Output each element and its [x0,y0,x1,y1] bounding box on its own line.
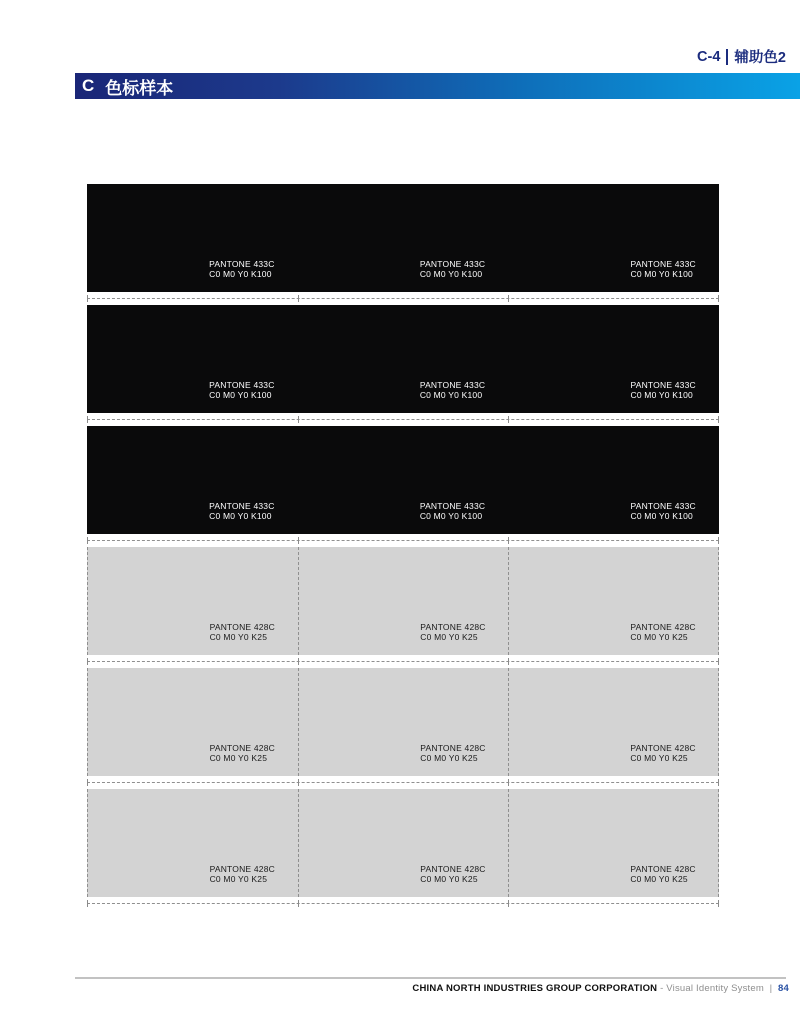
pantone-name: PANTONE 428C [630,622,696,632]
cut-tick [87,295,88,302]
swatch-pantone-428c [298,547,509,655]
cmyk-value: C0 M0 Y0 K25 [209,632,268,642]
cut-guide-line [87,534,719,547]
cut-tick [298,658,299,665]
dashed-line [87,782,719,783]
cmyk-value: C0 M0 Y0 K25 [209,874,268,884]
pantone-name: PANTONE 428C [630,864,696,874]
swatch-pantone-428c [87,668,298,776]
cut-tick [298,295,299,302]
dashed-line [87,419,719,420]
swatch-label [630,259,695,279]
swatch-label [630,743,695,763]
swatch-pantone-433c [87,305,298,413]
swatch-pantone-433c [298,184,509,292]
cut-tick [718,416,719,423]
cmyk-value: C0 M0 Y0 K25 [420,753,478,763]
cut-tick [718,295,719,302]
footer-rule [75,977,786,979]
cmyk-value: C0 M0 Y0 K25 [630,753,688,763]
swatch-row [87,305,719,413]
cmyk-value: C0 M0 Y0 K100 [419,390,483,400]
cut-tick [87,900,88,907]
cut-guide-line [87,413,719,426]
swatch-row [87,668,719,776]
cmyk-value: C0 M0 Y0 K25 [420,632,478,642]
swatch-row [87,547,719,655]
swatch-label [630,864,695,884]
swatch-pantone-433c [298,305,509,413]
cmyk-value: C0 M0 Y0 K100 [209,390,272,400]
color-swatch-grid [87,184,719,910]
cut-tick [718,658,719,665]
cut-tick [298,900,299,907]
cut-tick [508,900,509,907]
cut-tick [298,537,299,544]
cmyk-value: C0 M0 Y0 K100 [209,269,272,279]
pantone-name: PANTONE 428C [209,743,275,753]
cmyk-value: C0 M0 Y0 K100 [419,269,483,279]
cmyk-value: C0 M0 Y0 K25 [630,632,688,642]
section-code: C-4 [697,48,721,65]
swatch-label [209,380,274,400]
swatch-pantone-428c [298,789,509,897]
pantone-name: PANTONE 433C [209,259,275,269]
swatch-label [210,622,275,642]
dashed-line [87,298,719,299]
corner-separator-bar [726,49,728,65]
cmyk-value: C0 M0 Y0 K100 [630,269,693,279]
cmyk-value: C0 M0 Y0 K100 [209,511,272,521]
pantone-name: PANTONE 428C [420,864,486,874]
swatch-label [630,622,695,642]
swatch-pantone-433c [87,184,298,292]
swatch-label [420,259,485,279]
swatch-label [420,501,485,521]
section-subtitle: 辅助色2 [734,50,786,66]
page-number: 84 [778,983,789,994]
footer-separator: - [660,983,664,994]
section-letter: C [82,76,95,95]
swatch-label [209,259,274,279]
page-title: 色标样本 [105,78,174,98]
swatch-pantone-433c [508,305,719,413]
cmyk-value: C0 M0 Y0 K100 [630,511,693,521]
swatch-pantone-428c [87,547,298,655]
cut-tick [718,537,719,544]
swatch-pantone-428c [87,789,298,897]
swatch-pantone-433c [508,184,719,292]
dashed-line [87,540,719,541]
pantone-name: PANTONE 433C [630,501,696,511]
swatch-pantone-433c [298,426,509,534]
pantone-name: PANTONE 428C [209,864,275,874]
swatch-label [210,864,275,884]
cut-tick [718,900,719,907]
swatch-label [630,501,695,521]
cut-guide-line [87,897,719,910]
pantone-name: PANTONE 428C [420,622,486,632]
pantone-name: PANTONE 433C [630,380,696,390]
swatch-label [630,380,695,400]
swatch-pantone-428c [508,789,719,897]
pantone-name: PANTONE 433C [630,259,696,269]
cmyk-value: C0 M0 Y0 K25 [209,753,268,763]
swatch-row [87,426,719,534]
swatch-label [420,864,485,884]
pantone-name: PANTONE 428C [209,622,275,632]
cut-tick [298,779,299,786]
cut-guide-line [87,292,719,305]
swatch-pantone-428c [508,547,719,655]
cut-tick [87,658,88,665]
cut-tick [508,779,509,786]
pantone-name: PANTONE 433C [419,380,486,390]
pantone-name: PANTONE 433C [419,501,486,511]
cut-tick [298,416,299,423]
footer-divider: | [769,983,773,994]
cut-tick [718,779,719,786]
dashed-line [87,661,719,662]
swatch-pantone-433c [508,426,719,534]
cut-tick [87,416,88,423]
pantone-name: PANTONE 428C [420,743,486,753]
cut-tick [508,416,509,423]
cut-guide-line [87,655,719,668]
dashed-line [87,903,719,904]
swatch-label [420,743,485,763]
pantone-name: PANTONE 433C [419,259,486,269]
swatch-row [87,184,719,292]
cmyk-value: C0 M0 Y0 K25 [630,874,688,884]
swatch-pantone-428c [298,668,509,776]
cmyk-value: C0 M0 Y0 K100 [419,511,483,521]
swatch-row [87,789,719,897]
pantone-name: PANTONE 433C [209,501,275,511]
swatch-label [209,501,274,521]
cut-tick [508,295,509,302]
swatch-label [420,622,485,642]
footer-tagline: Visual Identity System [666,983,764,994]
corner-section-label [697,46,786,67]
swatch-label [210,743,275,763]
cut-tick [508,658,509,665]
cmyk-value: C0 M0 Y0 K100 [630,390,693,400]
footer-company: CHINA NORTH INDUSTRIES GROUP CORPORATION [412,983,658,994]
cut-tick [508,537,509,544]
cut-tick [87,537,88,544]
cut-guide-line [87,776,719,789]
pantone-name: PANTONE 428C [630,743,696,753]
swatch-label [420,380,485,400]
footer [412,983,789,994]
cut-tick [87,779,88,786]
swatch-pantone-428c [508,668,719,776]
pantone-name: PANTONE 433C [209,380,275,390]
section-header-bar [75,73,800,99]
swatch-pantone-433c [87,426,298,534]
cmyk-value: C0 M0 Y0 K25 [420,874,478,884]
